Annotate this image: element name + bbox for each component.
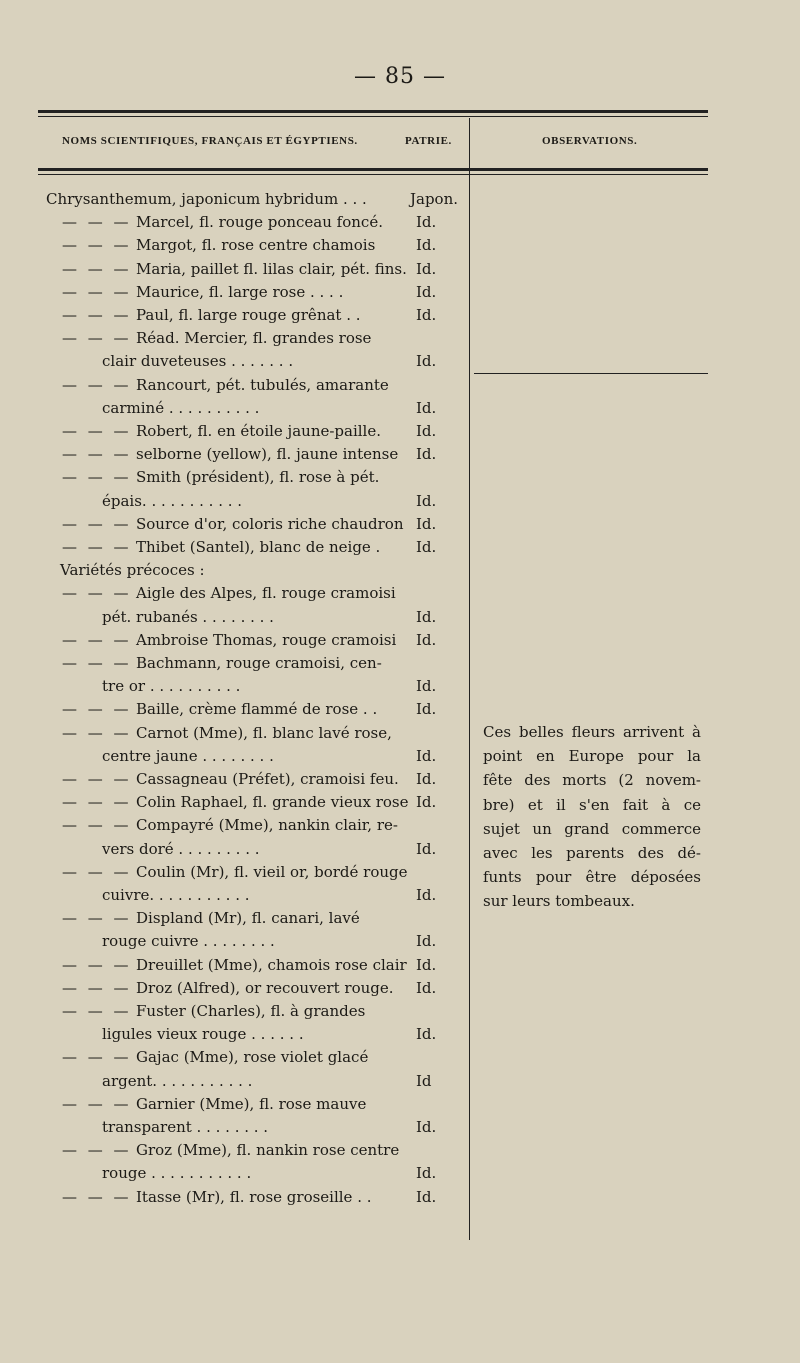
header-patrie: PATRIE. <box>405 135 452 147</box>
entry-name: Variétés précoces : <box>60 561 205 580</box>
entry-name: Fuster (Charles), fl. à grandes <box>136 1002 366 1020</box>
table-row <box>0 1116 800 1139</box>
ditto-dash: — — — <box>62 770 132 788</box>
entry-patrie: Id. <box>416 445 437 464</box>
page-number: — 85 — <box>354 64 446 89</box>
table-row <box>0 258 800 281</box>
table-row <box>0 582 800 605</box>
table-row <box>0 675 800 698</box>
entry-name: Rancourt, pét. tubulés, amarante <box>136 375 389 394</box>
ditto-dash: — — — <box>62 1002 132 1020</box>
entry-patrie: Id. <box>416 607 437 626</box>
table-row <box>0 350 800 373</box>
entry-name: Maria, paillet fl. lilas clair, pét. fins. <box>136 259 407 278</box>
header-rule-thick <box>38 168 708 171</box>
table-row <box>0 1162 800 1185</box>
entry-patrie: Id. <box>416 955 437 974</box>
table-row <box>0 188 800 211</box>
entry-name: transparent . . . . . . . . <box>102 1118 269 1136</box>
entry-name: Paul, fl. large rouge grênat . . <box>136 306 361 324</box>
entry-patrie: Id. <box>416 538 437 556</box>
table-row <box>0 211 800 234</box>
entry-name: selborne (yellow), fl. jaune intense <box>136 445 399 464</box>
entry-patrie: Id <box>416 1071 432 1090</box>
observation-line: sujet un grand commerce <box>483 819 701 838</box>
table-row <box>0 1186 800 1209</box>
ditto-dash: — — — <box>62 816 132 835</box>
entry-name: pét. rubanés . . . . . . . . <box>102 607 274 626</box>
entry-name: Maurice, fl. large rose . . . . <box>136 282 344 301</box>
entry-patrie: Id. <box>416 700 437 719</box>
ditto-dash: — — — <box>62 213 132 232</box>
ditto-dash: — — — <box>62 1187 132 1206</box>
entry-patrie: Id. <box>416 770 437 788</box>
entry-name: Source d'or, coloris riche chaudron <box>136 514 404 533</box>
table-row <box>0 281 800 304</box>
entry-name: Aigle des Alpes, fl. rouge cramoisi <box>136 584 396 603</box>
table-row <box>0 559 800 582</box>
entry-name: cuivre. . . . . . . . . . . <box>102 886 250 904</box>
table-row <box>0 304 800 327</box>
table-row <box>0 977 800 1000</box>
entry-patrie: Id. <box>416 886 437 904</box>
ditto-dash: — — — <box>62 329 132 348</box>
entry-patrie: Id. <box>416 491 437 510</box>
table-row <box>0 698 800 721</box>
ditto-dash: — — — <box>62 700 132 719</box>
entry-patrie: Id. <box>416 630 437 649</box>
ditto-dash: — — — <box>62 793 132 812</box>
table-row <box>0 1000 800 1023</box>
entry-name: Itasse (Mr), fl. rose groseille . . <box>136 1187 372 1206</box>
top-rule-thick <box>38 110 708 113</box>
entry-patrie: Id. <box>416 259 437 278</box>
observation-line: point en Europe pour la <box>483 747 701 766</box>
observation-line: bre) et il s'en fait à ce <box>483 795 701 814</box>
table-row <box>0 466 800 489</box>
ditto-dash: — — — <box>62 236 132 255</box>
entry-name: Droz (Alfred), or recouvert rouge. <box>136 978 394 997</box>
entry-name: Chrysanthemum, japonicum hybridum . . . <box>46 190 367 208</box>
ditto-dash: — — — <box>62 654 132 672</box>
ditto-dash: — — — <box>62 445 132 464</box>
table-row <box>0 1070 800 1093</box>
entry-patrie: Id. <box>416 677 437 696</box>
ditto-dash: — — — <box>62 909 132 928</box>
entry-patrie: Id. <box>416 1187 437 1206</box>
entry-name: Bachmann, rouge cramoisi, cen- <box>136 654 382 672</box>
entry-name: rouge . . . . . . . . . . . <box>102 1164 252 1183</box>
table-row <box>0 374 800 397</box>
entry-name: vers doré . . . . . . . . . <box>102 839 260 858</box>
entry-name: Cassagneau (Préfet), cramoisi feu. <box>136 770 399 788</box>
entry-name: tre or . . . . . . . . . . <box>102 677 241 696</box>
entry-patrie: Id. <box>416 306 437 324</box>
ditto-dash: — — — <box>62 538 132 556</box>
table-row <box>0 536 800 559</box>
entry-patrie: Id. <box>416 422 437 440</box>
observation-line: avec les parents des dé- <box>483 844 701 862</box>
entry-patrie: Id. <box>416 514 437 533</box>
entry-patrie: Japon. <box>410 190 459 208</box>
ditto-dash: — — — <box>62 514 132 533</box>
ditto-dash: — — — <box>62 978 132 997</box>
observation-line: sur leurs tombeaux. <box>483 892 635 911</box>
entry-name: argent. . . . . . . . . . . <box>102 1071 253 1090</box>
table-row <box>0 234 800 257</box>
entry-name: Garnier (Mme), fl. rose mauve <box>136 1094 367 1113</box>
table-row <box>0 930 800 953</box>
entry-name: Robert, fl. en étoile jaune-paille. <box>136 422 382 440</box>
entry-patrie: Id. <box>416 213 437 232</box>
entry-name: Smith (président), fl. rose à pét. <box>136 468 380 487</box>
entry-name: Displand (Mr), fl. canari, lavé <box>136 909 360 928</box>
ditto-dash: — — — <box>62 306 132 324</box>
ditto-dash: — — — <box>62 955 132 974</box>
table-row <box>0 629 800 652</box>
ditto-dash: — — — <box>62 723 132 742</box>
entry-name: ligules vieux rouge . . . . . . <box>102 1025 304 1044</box>
ditto-dash: — — — <box>62 1094 132 1113</box>
entry-name: Groz (Mme), fl. nankin rose centre <box>136 1141 400 1160</box>
entry-name: Thibet (Santel), blanc de neige . <box>136 538 381 556</box>
entry-patrie: Id. <box>416 398 437 417</box>
entry-patrie: Id. <box>416 746 437 765</box>
entry-name: Ambroise Thomas, rouge cramoisi <box>136 630 397 649</box>
table-row <box>0 1023 800 1046</box>
ditto-dash: — — — <box>62 584 132 603</box>
entry-patrie: Id. <box>416 236 437 255</box>
ditto-dash: — — — <box>62 862 132 881</box>
ditto-dash: — — — <box>62 1048 132 1067</box>
table-row <box>0 652 800 675</box>
table-row <box>0 397 800 420</box>
entry-name: centre jaune . . . . . . . . <box>102 746 274 765</box>
top-rule-thin <box>38 116 708 117</box>
entry-name: Margot, fl. rose centre chamois <box>136 236 376 255</box>
observation-line: Ces belles fleurs arrivent à <box>483 723 701 741</box>
entry-name: Dreuillet (Mme), chamois rose clair <box>136 955 407 974</box>
table-row <box>0 513 800 536</box>
entry-name: clair duveteuses . . . . . . . <box>102 352 294 371</box>
ditto-dash: — — — <box>62 468 132 487</box>
entry-name: Baille, crème flammé de rose . . <box>136 700 378 719</box>
header-names: NOMS SCIENTIFIQUES, FRANÇAIS ET ÉGYPTIENS. <box>62 135 358 147</box>
table-row <box>0 1139 800 1162</box>
ditto-dash: — — — <box>62 259 132 278</box>
header-observations: OBSERVATIONS. <box>542 135 638 147</box>
ditto-dash: — — — <box>62 422 132 440</box>
table-row <box>0 327 800 350</box>
entry-patrie: Id. <box>416 1118 437 1136</box>
table-row <box>0 420 800 443</box>
table-row <box>0 490 800 513</box>
entry-name: Carnot (Mme), fl. blanc lavé rose, <box>136 723 392 742</box>
entry-name: Marcel, fl. rouge ponceau foncé. <box>136 213 383 232</box>
table-row <box>0 606 800 629</box>
entry-patrie: Id. <box>416 282 437 301</box>
header-rule-thin <box>38 174 708 175</box>
entry-name: Coulin (Mr), fl. vieil or, bordé rouge <box>136 862 408 881</box>
entry-name: Gajac (Mme), rose violet glacé <box>136 1048 369 1067</box>
ditto-dash: — — — <box>62 630 132 649</box>
entry-name: carminé . . . . . . . . . . <box>102 398 260 417</box>
entry-patrie: Id. <box>416 1025 437 1044</box>
observation-line: funts pour être déposées <box>483 868 701 887</box>
entry-name: Compayré (Mme), nankin clair, re- <box>136 816 398 835</box>
ditto-dash: — — — <box>62 375 132 394</box>
table-row <box>0 1046 800 1069</box>
table-row <box>0 443 800 466</box>
entry-patrie: Id. <box>416 978 437 997</box>
ditto-dash: — — — <box>62 282 132 301</box>
entry-name: rouge cuivre . . . . . . . . <box>102 932 275 951</box>
table-row <box>0 1093 800 1116</box>
observation-line: fête des morts (2 novem- <box>483 771 701 790</box>
ditto-dash: — — — <box>62 1141 132 1160</box>
entry-patrie: Id. <box>416 839 437 858</box>
entry-name: Réad. Mercier, fl. grandes rose <box>136 329 372 348</box>
entry-patrie: Id. <box>416 352 437 371</box>
entry-patrie: Id. <box>416 1164 437 1183</box>
entry-name: épais. . . . . . . . . . . <box>102 491 243 510</box>
entry-patrie: Id. <box>416 932 437 951</box>
entry-name: Colin Raphael, fl. grande vieux rose <box>136 793 409 812</box>
table-row <box>0 954 800 977</box>
entry-patrie: Id. <box>416 793 437 812</box>
